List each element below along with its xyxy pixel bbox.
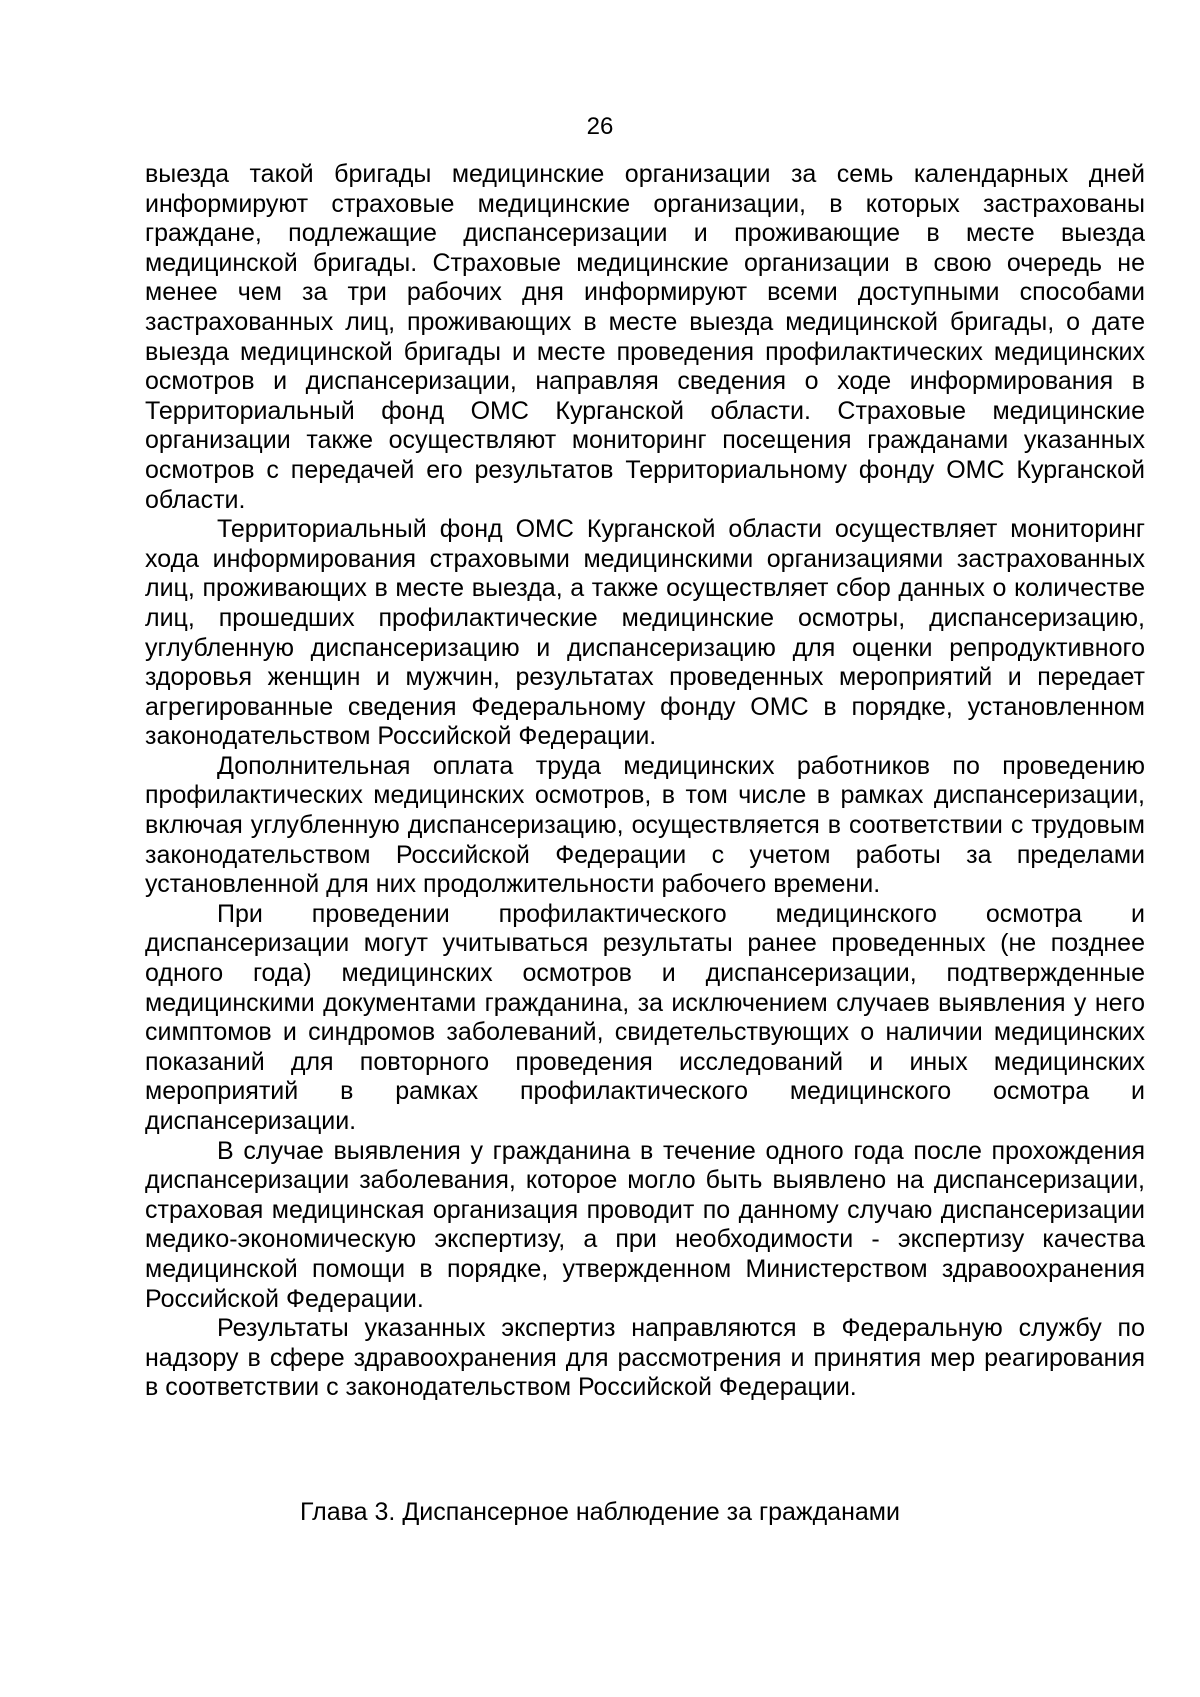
chapter-heading: Глава 3. Диспансерное наблюдение за гражданами bbox=[300, 1498, 900, 1526]
paragraph-additional-pay: Дополнительная оплата труда медицинских работников по проведению профилактических медицинских осмотров, в том числе в рамках диспансеризации, включая углубленную диспансеризацию, осуществляется в соответствии с трудовым законодательством Российской Федерации с учетом работы за пределами установленной для них продолжительности рабочего времени. bbox=[145, 751, 1145, 899]
paragraph-continued: выезда такой бригады медицинские организации за семь календарных дней информируют страховые медицинские организации, в которых застрахованы граждане, подлежащие диспансеризации и проживающие в месте выезда медицинской бригады. Страховые медицинские организации в свою очередь не менее чем за три рабочих дня информируют всеми доступными способами застрахованных лиц, проживающих в месте выезда медицинской бригады, о дате выезда медицинской бригады и месте проведения профилактических медицинских осмотров и диспансеризации, направляя сведения о ходе информирования в Территориальный фонд ОМС Курганской области. Страховые медицинские организации также осуществляют мониторинг посещения гражданами указанных осмотров с передачей его результатов Территориальному фонду ОМС Курганской области. bbox=[145, 160, 1145, 514]
page-number: 26 bbox=[586, 113, 614, 140]
paragraph-monitoring: Территориальный фонд ОМС Курганской области осуществляет мониторинг хода информирования страховыми медицинскими организациями застрахованных лиц, проживающих в месте выезда, а также осуществляет сбор данных о количестве лиц, прошедших профилактические медицинские осмотры, диспансеризацию, углубленную диспансеризацию и диспансеризацию для оценки репродуктивного здоровья женщин и мужчин, результатах проведенных мероприятий и передает агрегированные сведения Федеральному фонду ОМС в порядке, установленном законодательством Российской Федерации. bbox=[145, 515, 1145, 751]
paragraph-expertise-results: Результаты указанных экспертиз направляются в Федеральную службу по надзору в сфере здравоохранения для рассмотрения и принятия мер реагирования в соответствии с законодательством Российской Федерации. bbox=[145, 1314, 1145, 1402]
paragraph-expertise: В случае выявления у гражданина в течение одного года после прохождения диспансеризации заболевания, которое могло быть выявлено на диспансеризации, страховая медицинская организация проводит по данному случаю диспансеризации медико-экономическую экспертизу, а при необходимости - экспертизу качества медицинской помощи в порядке, утвержденном Министерством здравоохранения Российской Федерации. bbox=[145, 1136, 1145, 1313]
paragraph-previous-results: При проведении профилактического медицинского осмотра и диспансеризации могут учитываться результаты ранее проведенных (не позднее одного года) медицинских осмотров и диспансеризации, подтвержденные медицинскими документами гражданина, за исключением случаев выявления у него симптомов и синдромов заболеваний, свидетельствующих о наличии медицинских показаний для повторного проведения исследований и иных медицинских мероприятий в рамках профилактического медицинского осмотра и диспансеризации. bbox=[145, 899, 1145, 1135]
body-text bbox=[145, 160, 1145, 1403]
